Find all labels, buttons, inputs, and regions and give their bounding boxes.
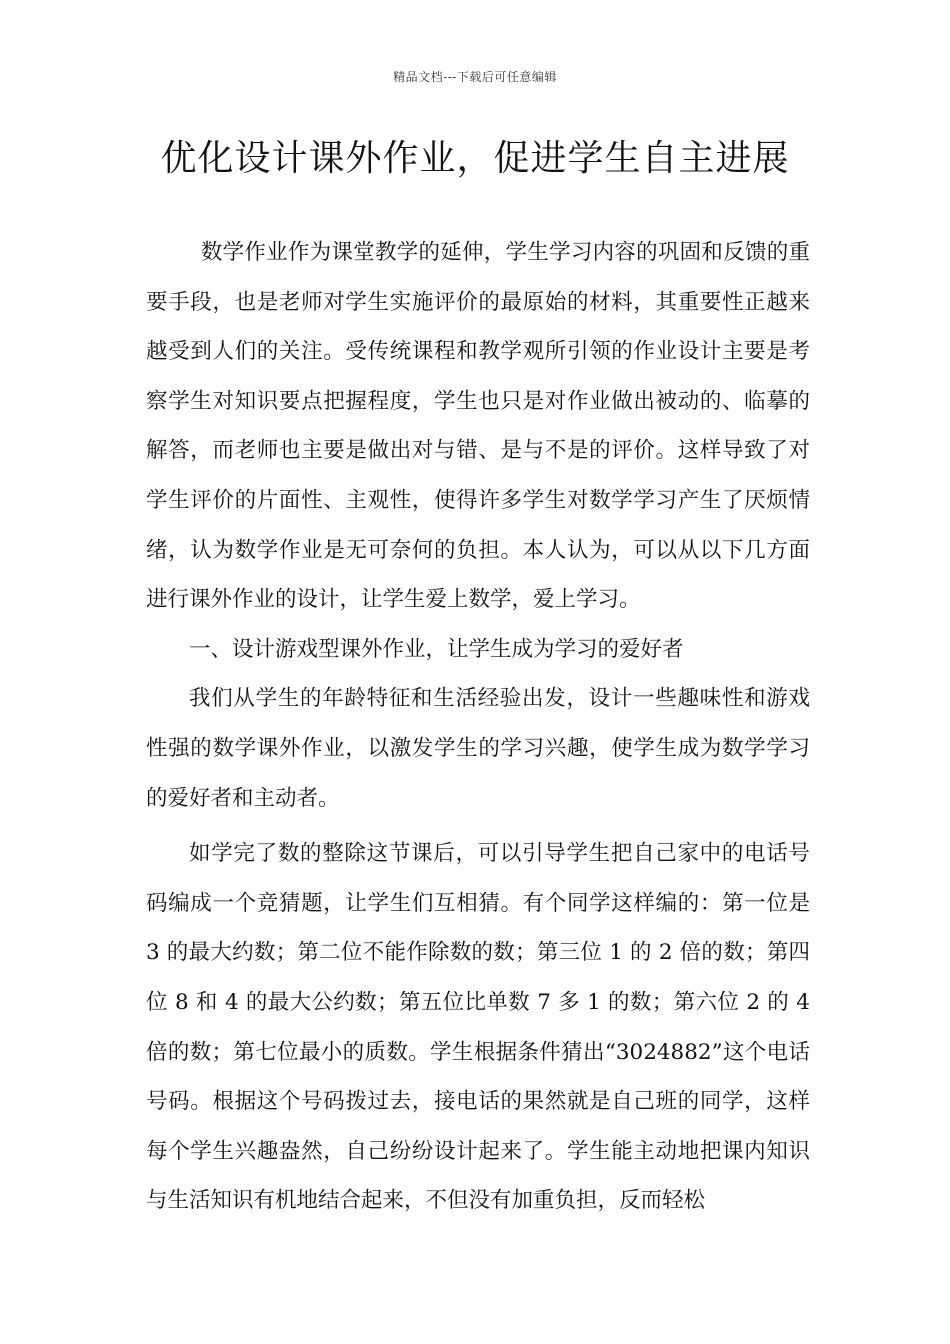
paragraph-intro: 数学作业作为课堂教学的延伸，学生学习内容的巩固和反馈的重要手段，也是老师对学生实施评价的最原始的材料，其重要性正越来越受到人们的关注。受传统课程和教学观所引领的作业设计主要是考察学生对知识要点把握程度，学生也只是对作业做出被动的、临摹的解答，而老师也主要是做出对与错、是与不是的评价。这样导致了对学生评价的片面性、主观性，使得许多学生对数学学习产生了厌烦情绪，认为数学作业是无可奈何的负担。本人认为，可以从以下几方面进行课外作业的设计，让学生爱上数学，爱上学习。 (146, 240, 810, 613)
page-title: 优化设计课外作业，促进学生自主进展 (160, 138, 790, 179)
header-note: 精品文档---下载后可任意编辑 (393, 70, 557, 84)
paragraph-example: 如学完了数的整除这节课后，可以引导学生把自己家中的电话号码编成一个竞猜题，让学生们互相猜。有个同学这样编的：第一位是 3 的最大约数；第二位不能作除数的数；第三位 1 的 2 倍的数；第四位 8 和 4 的最大公约数；第五位比单数 7 多 1 的数；第六位 2 的 4 倍的数；第七位最小的质数。学生根据条件猜出“3024882”这个电话号码。根据这个号码拨过去，接电话的果然就是自己班的同学，这样每个学生兴趣盎然，自己纷纷设计起来了。学生能主动地把课内知识与生活知识有机地结合起来，不但没有加重负担，反而轻松 (146, 841, 810, 1214)
section-heading: 一、设计游戏型课外作业，让学生成为学习的爱好者 (189, 636, 684, 662)
document-body (146, 228, 810, 1226)
paragraph-game-homework: 我们从学生的年龄特征和生活经验出发，设计一些趣味性和游戏性强的数学课外作业，以激发学生的学习兴趣，使学生成为数学学习的爱好者和主动者。 (146, 686, 810, 811)
